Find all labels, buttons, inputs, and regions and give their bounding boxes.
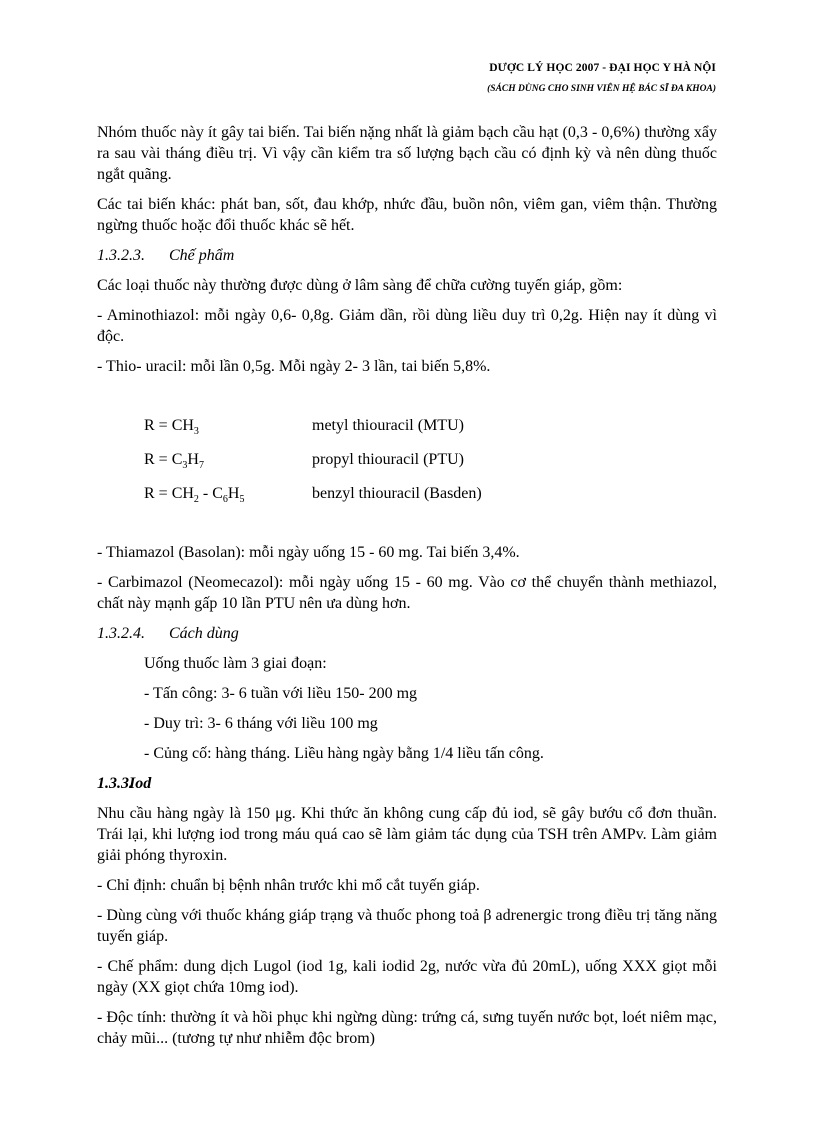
paragraph: - Thio- uracil: mỗi lần 0,5g. Mỗi ngày 2- 3 lần, tai biến 5,8%. <box>97 358 491 375</box>
section-number: 1.3.2.3. <box>97 247 145 264</box>
section-heading-1324 <box>97 623 717 644</box>
header-title: DƯỢC LÝ HỌC 2007 - ĐẠI HỌC Y HÀ NỘI <box>489 62 716 74</box>
paragraph: Nhóm thuốc này ít gây tai biến. Tai biến nặng nhất là giảm bạch cầu hạt (0,3 - 0,6%) thường xẩy ra sau vài tháng điều trị. Vì vậy cần kiểm tra số lượng bạch cầu có định kỳ và nên dùng thuốc ngắt quãng. <box>97 124 717 183</box>
formula: $R = CH_3$ <box>144 417 199 438</box>
paragraph: - Aminothiazol: mỗi ngày 0,6- 0,8g. Giảm dần, rồi dùng liều duy trì 0,2g. Hiện nay ít dùng vì độc. <box>97 307 717 345</box>
paragraph: - Chỉ định: chuẩn bị bệnh nhân trước khi mổ cắt tuyến giáp. <box>97 877 480 894</box>
paragraph: - Thiamazol (Basolan): mỗi ngày uống 15 - 60 mg. Tai biến 3,4%. <box>97 544 520 561</box>
section-title: Cách dùng <box>169 625 239 642</box>
section-heading-133 <box>97 773 717 794</box>
formula-table <box>144 415 717 504</box>
paragraph: - Dùng cùng với thuốc kháng giáp trạng và thuốc phong toả β adrenergic trong điều trị tăng năng tuyến giáp. <box>97 907 717 945</box>
section-number: 1.3.2.4. <box>97 625 145 642</box>
paragraph: Các tai biến khác: phát ban, sốt, đau khớp, nhức đầu, buồn nôn, viêm gan, viêm thận. Thường ngừng thuốc hoặc đổi thuốc khác sẽ hết. <box>97 196 717 234</box>
formula-name: propyl thiouracil (PTU) <box>312 451 464 468</box>
section-heading-1323 <box>97 245 717 266</box>
paragraph: Các loại thuốc này thường được dùng ở lâm sàng để chữa cường tuyến giáp, gồm: <box>97 277 623 294</box>
section-title: Chế phẩm <box>169 247 235 264</box>
section-number: 1.3.3. <box>97 775 133 792</box>
formula: $R = CH_2 - C_6H_5$ <box>144 485 245 506</box>
page-header <box>487 62 716 94</box>
list-item: Uống thuốc làm 3 giai đoạn: <box>144 655 327 672</box>
paragraph: - Độc tính: thường ít và hồi phục khi ngừng dùng: trứng cá, sưng tuyến nước bọt, loét niêm mạc, chảy mũi... (tương tự như nhiễm độc brom) <box>97 1009 717 1047</box>
formula-name: benzyl thiouracil (Basden) <box>312 485 482 502</box>
list-item: - Củng cố: hàng tháng. Liều hàng ngày bằng 1/4 liều tấn công. <box>144 745 544 762</box>
page-content <box>97 122 717 1058</box>
formula-row <box>144 483 717 504</box>
paragraph: - Carbimazol (Neomecazol): mỗi ngày uống 15 - 60 mg. Vào cơ thể chuyển thành methiazol, chất này mạnh gấp 10 lần PTU nên ưa dùng hơn. <box>97 574 717 612</box>
paragraph: - Chế phẩm: dung dịch Lugol (iod 1g, kali iodid 2g, nước vừa đủ 20mL), uống XXX giọt mỗi ngày (XX giọt chứa 10mg iod). <box>97 958 717 996</box>
paragraph: Nhu cầu hàng ngày là 150 μg. Khi thức ăn không cung cấp đủ iod, sẽ gây bướu cổ đơn thuần. Trái lại, khi lượng iod trong máu quá cao sẽ làm giảm tác dụng của TSH trên AMPv. Làm giảm giải phóng thyroxin. <box>97 805 717 864</box>
list-item: - Tấn công: 3- 6 tuần với liều 150- 200 mg <box>144 685 418 702</box>
formula-row <box>144 449 717 470</box>
formula-row <box>144 415 717 436</box>
formula: $R = C_3H_7$ <box>144 451 204 472</box>
section-title: Iod <box>129 775 152 792</box>
header-subtitle: (SÁCH DÙNG CHO SINH VIÊN HỆ BÁC SĨ ĐA KHOA) <box>487 84 716 94</box>
list-item: - Duy trì: 3- 6 tháng với liều 100 mg <box>144 715 378 732</box>
formula-name: metyl thiouracil (MTU) <box>312 417 464 434</box>
usage-list <box>144 653 717 764</box>
